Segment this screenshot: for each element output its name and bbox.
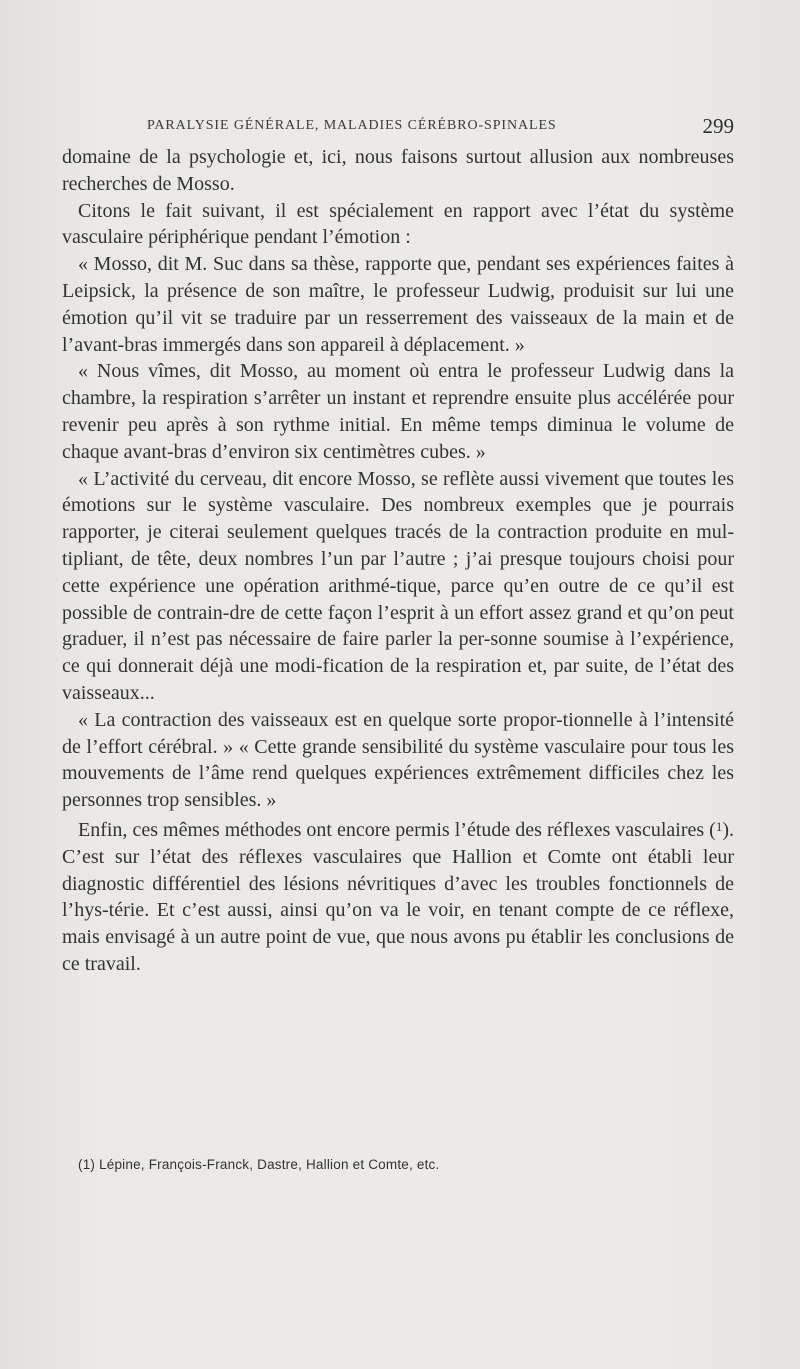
footnote-reference: 1 <box>715 818 723 834</box>
footnote-text: Lépine, François-Franck, Dastre, Hallion et Comte, etc. <box>99 1157 440 1172</box>
paragraph-7-after: ). C’est sur l’état des réflexes vasculaires que Hallion et Comte ont établi leur diagnostic différentiel des lésions névritiques d’avec les troubles fonctionnels de l’hys-térie. Et c’est aussi, ainsi qu’on va le voir, en tenant compte de ce réflexe, mais envisagé à un autre point de vue, que nous avons pu établir les conclusions de ce travail. <box>62 818 734 975</box>
paragraph-6: « La contraction des vaisseaux est en quelque sorte propor-tionnelle à l’intensité de l’effort cérébral. » « Cette grande sensibilité du système vasculaire pour tous les mouvements de l’âme rend quelques expériences extrêmement difficiles chez les personnes trop sensibles. » <box>62 708 734 812</box>
footnote <box>78 1157 718 1172</box>
body-text <box>62 144 734 978</box>
page-number: 299 <box>702 114 734 138</box>
paragraph-5: « L’activité du cerveau, dit encore Mosso, se reflète aussi vivement que toutes les émotions sur le système vasculaire. Des nombreux exemples que je pourrais rapporter, je citerai seulement quelques tracés de la contraction produite en mul-tipliant, de tête, deux nombres l’un par l’autre ; j’ai presque toujours choisi pour cette expérience une opération arithmé-tique, parce qu’en outre de ce qu’il est possible de contrain-dre de cette façon l’esprit à un effort assez grand et qu’on peut graduer, il n’est pas nécessaire de faire parler la per-sonne soumise à l’expérience, ce qui donnerait déjà une modi-fication de la respiration et, par suite, de l’état des vaisseaux... <box>62 467 734 704</box>
footnote-marker: (1) <box>78 1157 96 1172</box>
paragraph-4: « Nous vîmes, dit Mosso, au moment où entra le professeur Ludwig dans la chambre, la respiration s’arrêter un instant et reprendre ensuite plus accélérée pour revenir peu après à son rythme initial. En même temps diminua le volume de chaque avant-bras d’environ six centimètres cubes. » <box>62 360 734 463</box>
running-title: PARALYSIE GÉNÉRALE, MALADIES CÉRÉBRO-SPINALES <box>147 118 557 133</box>
paragraph-3: « Mosso, dit M. Suc dans sa thèse, rapporte que, pendant ses expériences faites à Leipsick, la présence de son maître, le professeur Ludwig, produisit sur lui une émotion qu’il vit se traduire par un resserrement des vaisseaux de la main et de l’avant-bras immergés dans son appareil à déplacement. » <box>62 253 734 356</box>
running-head <box>62 114 734 139</box>
paragraph-2: Citons le fait suivant, il est spécialement en rapport avec l’état du système vasculaire périphérique pendant l’émotion : <box>62 199 734 249</box>
paragraph-1: domaine de la psychologie et, ici, nous faisons surtout allusion aux nombreuses recherches de Mosso. <box>62 146 734 195</box>
paragraph-7-before: Enfin, ces mêmes méthodes ont encore permis l’étude des réflexes vasculaires ( <box>78 818 716 841</box>
paragraph-7 <box>62 814 734 978</box>
